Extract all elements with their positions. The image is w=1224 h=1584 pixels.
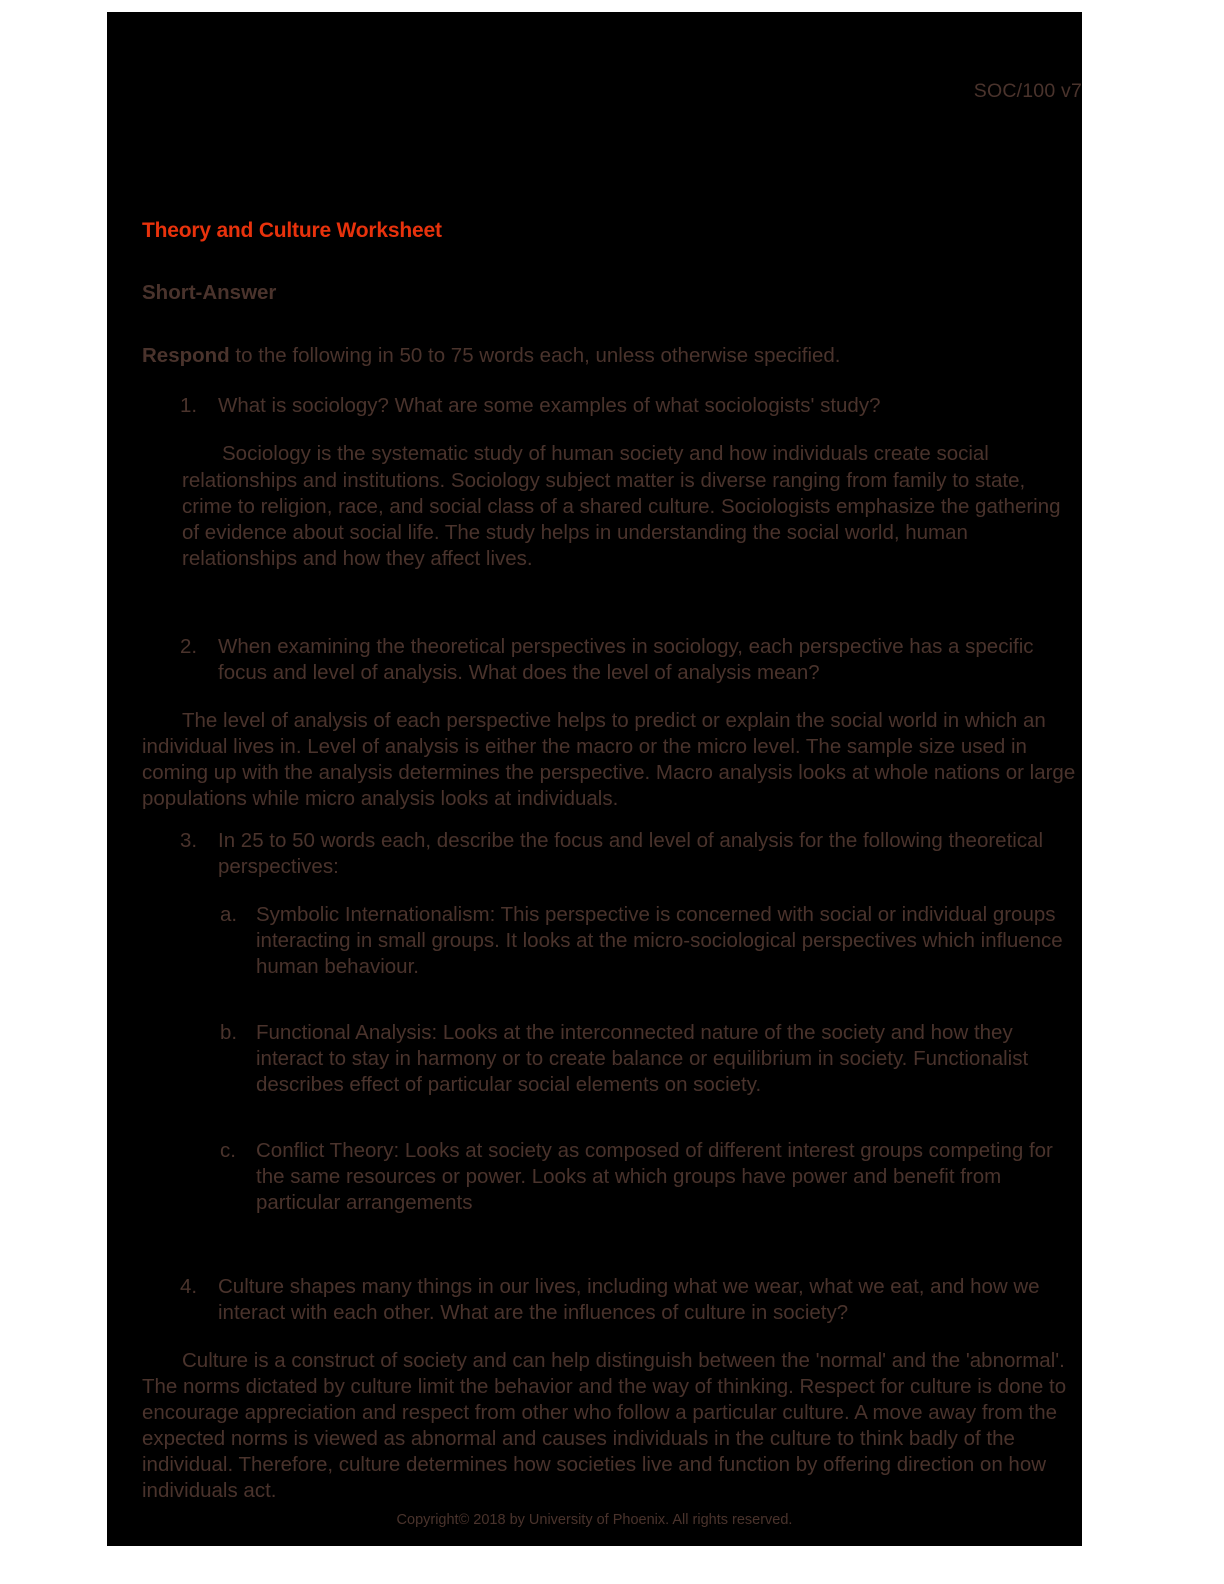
spacer <box>142 1222 1072 1274</box>
sub-question-item <box>142 902 1072 980</box>
spacer <box>142 1332 1072 1348</box>
sub-question-item <box>142 1138 1072 1216</box>
sub-question-marker: b. <box>220 1020 238 1044</box>
question-prompt: What is sociology? What are some examples of what sociologists' study? <box>218 394 881 418</box>
spacer <box>142 812 1072 828</box>
sub-question-text: Symbolic Internationalism: This perspective is concerned with social or individual groups interacting in small groups. It looks at the micro-sociological perspectives which influence human behaviour. <box>256 902 1063 978</box>
question-marker: 2. <box>180 634 198 658</box>
question-item <box>142 634 1072 686</box>
question-item <box>142 828 1072 880</box>
question-prompt: When examining the theoretical perspectives in sociology, each perspective has a specific focus and level of analysis. What does the level of analysis mean? <box>218 634 1034 684</box>
running-head: SOC/100 v7 <box>973 80 1082 102</box>
spacer <box>142 886 1072 902</box>
answer-text: Culture is a construct of society and can help distinguish between the 'normal' and the 'abnormal'. The norms dictated by culture limit the behavior and the way of thinking. Respect for culture is done to encourage appreciation and respect from other who follow a particular culture. A move away from the expected norms is viewed as abnormal and causes individuals in the culture to think badly of the individual. Therefore, culture determines how societies live and function by offering direction on how individuals act. <box>142 1349 1067 1503</box>
section-heading: Short-Answer <box>142 281 277 305</box>
document-body <box>142 218 1076 1504</box>
answer-text: Sociology is the systematic study of human society and how individuals create social relationships and institutions. Sociology subject matter is diverse ranging from family to state, crime to religion, race, and social class of a shared culture. Sociologists emphasize the gathering of evidence about social life. The study helps in understanding the social world, human relationships and how they affect lives. <box>182 442 1061 570</box>
sub-question-item <box>142 1020 1072 1098</box>
page-title: Theory and Culture Worksheet <box>142 219 442 242</box>
spacer <box>142 425 1072 441</box>
question-prompt: In 25 to 50 words each, describe the focus and level of analysis for the following theoretical perspectives: <box>218 828 1044 878</box>
question-marker: 3. <box>180 828 198 852</box>
question-item <box>142 1274 1072 1326</box>
spacer <box>142 986 1072 1020</box>
answer-text: The level of analysis of each perspective helps to predict or explain the social world in which an individual lives in. Level of analysis is either the macro or the micro level. The sample size used in coming up with the analysis determines the perspective. Macro analysis looks at whole nations or large populations while micro analysis looks at individuals. <box>142 708 1076 810</box>
footer-copyright: Copyright© 2018 by University of Phoenix. All rights reserved. <box>396 1512 793 1528</box>
sub-question-text: Functional Analysis: Looks at the interconnected nature of the society and how they interact to stay in harmony or to create balance or equilibrium in society. Functionalist describes effect of particular social elements on society. <box>256 1020 1029 1097</box>
instruction-rest: to the following in 50 to 75 words each, unless otherwise specified. <box>229 343 841 367</box>
sub-question-marker: a. <box>220 902 238 926</box>
sub-question-marker: c. <box>220 1139 236 1163</box>
spacer <box>142 692 1072 708</box>
spacer <box>142 1104 1072 1138</box>
sub-question-text: Conflict Theory: Looks at society as composed of different interest groups competing for the same resources or power. Looks at which groups have power and benefit from particular arrangements <box>256 1139 1053 1215</box>
document-page <box>107 12 1082 1546</box>
question-marker: 4. <box>180 1275 198 1299</box>
instruction-lead: Respond <box>142 343 230 367</box>
question-prompt: Culture shapes many things in our lives, including what we wear, what we eat, and how we interact with each other. What are the influences of culture in society? <box>218 1275 1040 1325</box>
instruction-line <box>142 342 1072 370</box>
question-item <box>142 393 1072 419</box>
question-marker: 1. <box>180 394 198 418</box>
spacer <box>142 572 1072 634</box>
